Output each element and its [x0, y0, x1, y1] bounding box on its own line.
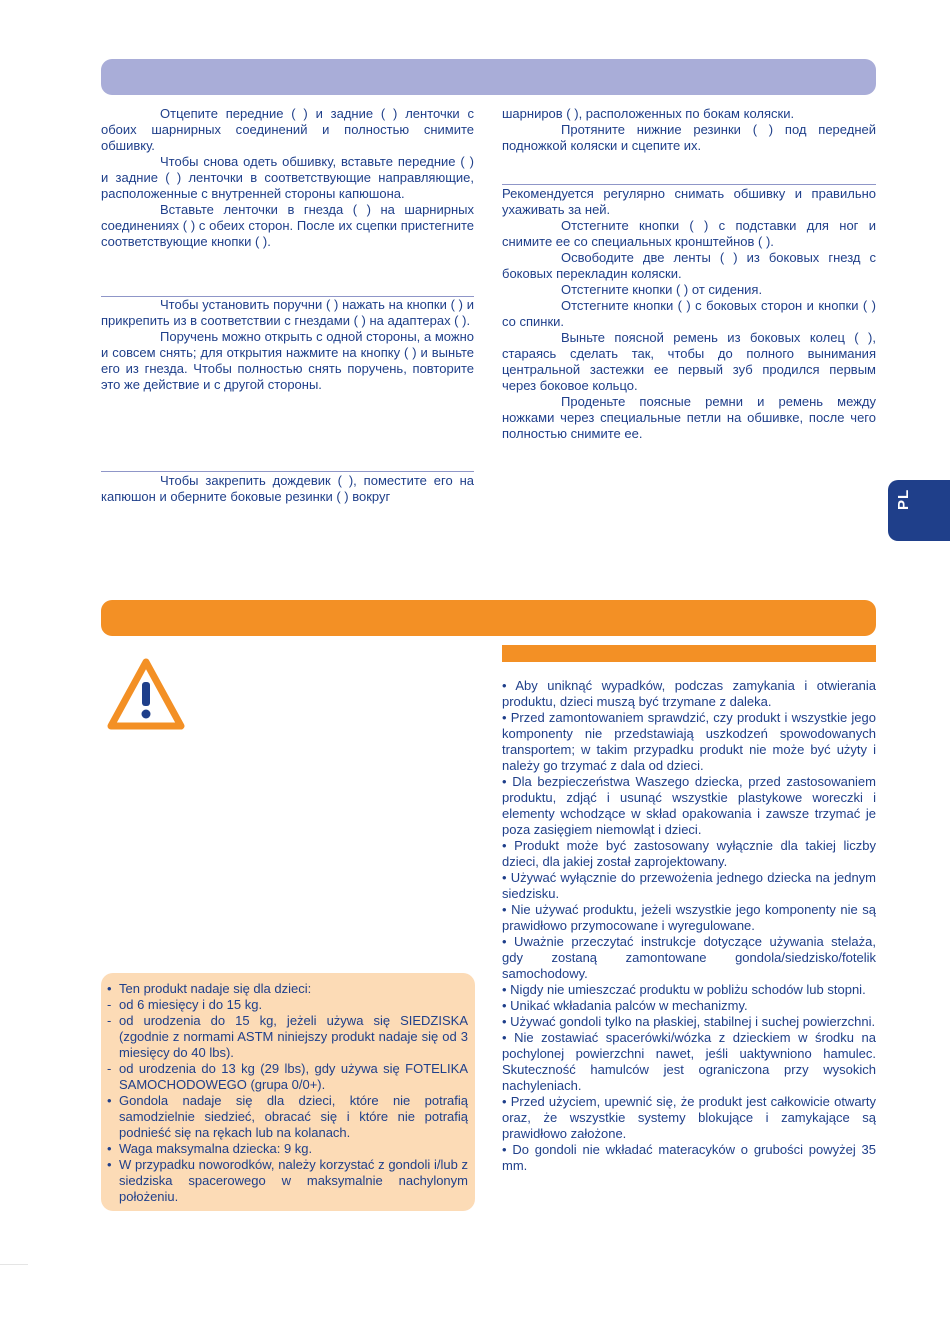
paragraph: Вставьте ленточки в гнезда ( ) на шарнирных соединениях ( ) с обеих сторон. После их сцепки пристегните соответствующие кнопки ( ).	[101, 202, 474, 249]
warning-item: • Używać gondoli tylko na płaskiej, stabilnej i suchej powierzchni.	[502, 1014, 876, 1029]
warning-item: • Nigdy nie umieszczać produktu w pobliżu schodów lub stopni.	[502, 982, 866, 997]
warning-item: • Przed użyciem, upewnić się, że produkt jest całkowicie otwarty oraz, że wszystkie systemy blokujące i zamykające są prawidłowo założone.	[502, 1094, 876, 1141]
paragraph: Протяните нижние резинки ( ) под передней подножкой коляски и сцепите их.	[502, 122, 876, 153]
warning-item: • Unikać wkładania palców w mechanizmy.	[502, 998, 748, 1013]
raincover-continued	[502, 106, 876, 154]
warning-item: • Dla bezpieczeństwa Waszego dziecka, przed zastosowaniem produktu, zdjąć i usunąć wszystkie plastykowe woreczki i elementy wchodzące w skład opakowania i zawsze trzymać je poza zasięgiem niemowląt i dzieci.	[502, 774, 876, 837]
warning-triangle-icon	[105, 656, 187, 732]
suitability-item: • Gondola nadaje się dla dzieci, które nie potrafią samodzielnie siedzieć, obracać się i które nie potrafią podnieść się na rękach lub na kolanach.	[107, 1093, 468, 1141]
suitability-item: • W przypadku noworodków, należy korzystać z gondoli i/lub z siedziska spacerowego w maksymalnie nachylonym położeniu.	[107, 1157, 468, 1205]
page-edge-mark	[0, 1264, 28, 1265]
paragraph: шарниров ( ), расположенных по бокам коляски.	[502, 106, 795, 121]
paragraph: Отстегните кнопки ( ) с боковых сторон и кнопки ( ) со спинки.	[502, 298, 876, 329]
warnings-header-strip	[502, 645, 876, 662]
warning-item: • Przed zamontowaniem sprawdzić, czy produkt i wszystkie jego komponenty nie przedstawiają uszkodzeń spowodowanych transportem; w takim przypadku produkt nie może być użyty i należy go trzymać z dala od dzieci.	[502, 710, 876, 773]
suitability-item: - od urodzenia do 15 kg, jeżeli używa się SIEDZISKA (zgodnie z normami ASTM niniejszy produkt nadaje się od 3 miesięcy do 40 lbs).	[107, 1013, 468, 1061]
paragraph: Поручень можно открыть с одной стороны, а можно и совсем снять; для открытия нажмите на кнопку ( ) и выньте его из гнезда. Чтобы полностью снять поручень, повторите это же действие и с другой стороны.	[101, 329, 474, 392]
paragraph: Проденьте поясные ремни и ремень между ножками через специальные петли на обшивке, после чего полностью снимите ее.	[502, 394, 876, 441]
paragraph: Чтобы закрепить дождевик ( ), поместите его на капюшон и оберните боковые резинки ( ) вокруг	[101, 473, 474, 504]
paragraph: Чтобы установить поручни ( ) нажать на кнопки ( ) и прикрепить из в соответствии с гнездами ( ) на адаптерах ( ).	[101, 297, 474, 328]
warnings-list	[502, 678, 876, 1174]
language-tab-label: PL	[895, 488, 912, 510]
warning-item: • Uważnie przeczytać instrukcje dotyczące używania stelaża, gdy zostaną zamontowane gondola/siedzisko/fotelik samochodowy.	[502, 934, 876, 981]
raincover-instructions	[101, 473, 474, 505]
paragraph: Чтобы снова одеть обшивку, вставьте передние ( ) и задние ( ) ленточки в соответствующие направляющие, расположенные с внутренней стороны капюшона.	[101, 154, 474, 201]
language-tab	[888, 480, 950, 541]
warning-item: • Nie używać produktu, jeżeli wszystkie jego komponenty nie są prawidłowo przymocowane i wyregulowane.	[502, 902, 876, 933]
suitability-item: • Waga maksymalna dziecka: 9 kg.	[107, 1141, 468, 1157]
warning-item: • Do gondoli nie wkładać materacyków o grubości powyżej 35 mm.	[502, 1142, 876, 1173]
bumper-instructions	[101, 297, 474, 393]
warning-item: • Aby uniknąć wypadków, podczas zamykania i otwierania produktu, dzieci muszą być trzymane z daleka.	[502, 678, 876, 709]
warning-item: • Nie zostawiać spacerówki/wózka z dzieckiem w środku na pochylonej powierzchni nawet, jeśli uaktywniono hamulec. Skuteczność hamulców jest ograniczona przy wysokich nachyleniach.	[502, 1030, 876, 1093]
suitability-item: • Ten produkt nadaje się dla dzieci:	[107, 981, 468, 997]
suitability-item: - od urodzenia do 13 kg (29 lbs), gdy używa się FOTELIKA SAMOCHODOWEGO (grupa 0/0+).	[107, 1061, 468, 1093]
warning-item: • Produkt może być zastosowany wyłącznie dla takiej liczby dzieci, dla jakiej został zaprojektowany.	[502, 838, 876, 869]
warning-item: • Używać wyłącznie do przewożenia jednego dziecka na jednym siedzisku.	[502, 870, 876, 901]
suitability-box	[101, 973, 475, 1211]
suitability-item: - od 6 miesięcy i do 15 kg.	[107, 997, 468, 1013]
cover-instructions	[101, 106, 474, 250]
paragraph: Выньте поясной ремень из боковых колец ( ), стараясь сделать так, чтобы до полного вынимания центральной застежки ее первый зуб продился первым через боковое кольцо.	[502, 330, 876, 393]
warning-header-bar	[101, 600, 876, 636]
paragraph: Освободите две ленты ( ) из боковых гнезд с боковых перекладин коляски.	[502, 250, 876, 281]
section-divider	[502, 184, 876, 185]
paragraph: Отцепите передние ( ) и задние ( ) ленточки с обоих шарнирных соединений и полностью снимите обшивку.	[101, 106, 474, 153]
paragraph: Отстегните кнопки ( ) с подставки для ног и снимите ее со специальных кронштейнов ( ).	[502, 218, 876, 249]
paragraph: Отстегните кнопки ( ) от сидения.	[561, 282, 763, 297]
paragraph: Рекомендуется регулярно снимать обшивку и правильно ухаживать за ней.	[502, 186, 876, 217]
suitability-list	[107, 981, 468, 1205]
cleaning-instructions	[502, 186, 876, 442]
section-header-bar	[101, 59, 876, 95]
section-divider	[101, 471, 474, 472]
